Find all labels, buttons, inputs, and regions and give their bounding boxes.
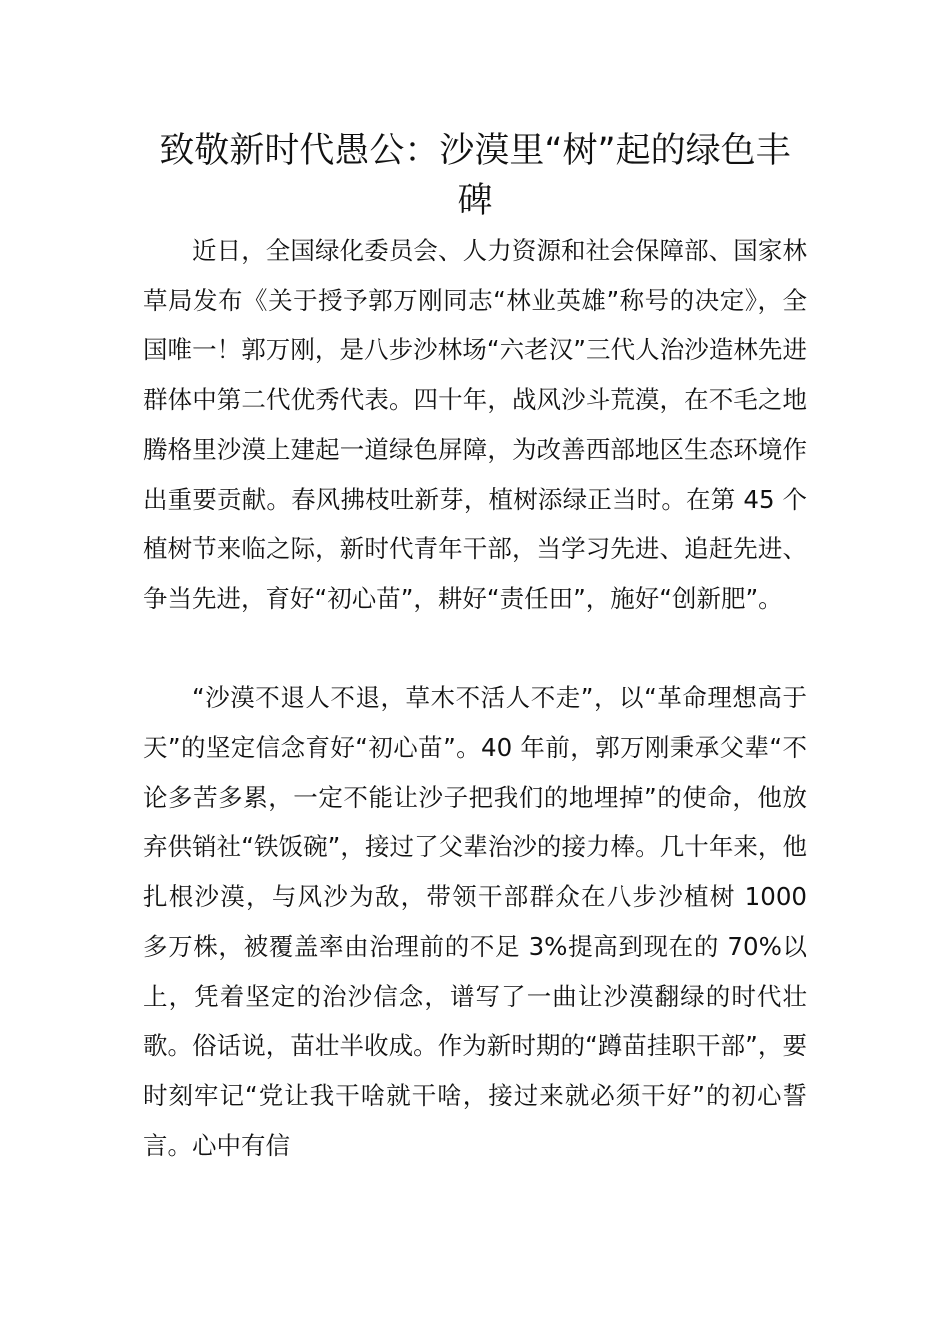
body-paragraph-2: “沙漠不退人不退，草木不活人不走”，以“革命理想高于天”的坚定信念育好“初心苗”。40 年前，郭万刚秉承父辈“不论多苦多累，一定不能让沙子把我们的地埋掉”的使命，他放弃供销社“铁饭碗”，接过了父辈治沙的接力棒。几十年来，他扎根沙漠，与风沙为敌，带领干部群众在八步沙植树 1000 多万株，被覆盖率由治理前的不足 3%提高到现在的 70%以上，凭着坚定的治沙信念，谱写了一曲让沙漠翻绿的时代壮歌。俗话说，苗壮半收成。作为新时期的“蹲苗挂职干部”，要时刻牢记“党让我干啥就干啥，接过来就必须干好”的初心誓言。心中有信: [143, 683, 807, 1160]
body-paragraph-1: 近日，全国绿化委员会、人力资源和社会保障部、国家林草局发布《关于授予郭万刚同志“林业英雄”称号的决定》，全国唯一！郭万刚，是八步沙林场“六老汉”三代人治沙造林先进群体中第二代优秀代表。四十年，战风沙斗荒漠，在不毛之地腾格里沙漠上建起一道绿色屏障，为改善西部地区生态环境作出重要贡献。春风拂枝吐新芽，植树添绿正当时。在第 45 个植树节来临之际，新时代青年干部，当学习先进、追赶先进、争当先进，育好“初心苗”，耕好“责任田”，施好“创新肥”。: [143, 236, 807, 613]
document-page: [143, 126, 807, 1170]
document-title: 致敬新时代愚公：沙漠里“树”起的绿色丰碑: [159, 131, 791, 221]
